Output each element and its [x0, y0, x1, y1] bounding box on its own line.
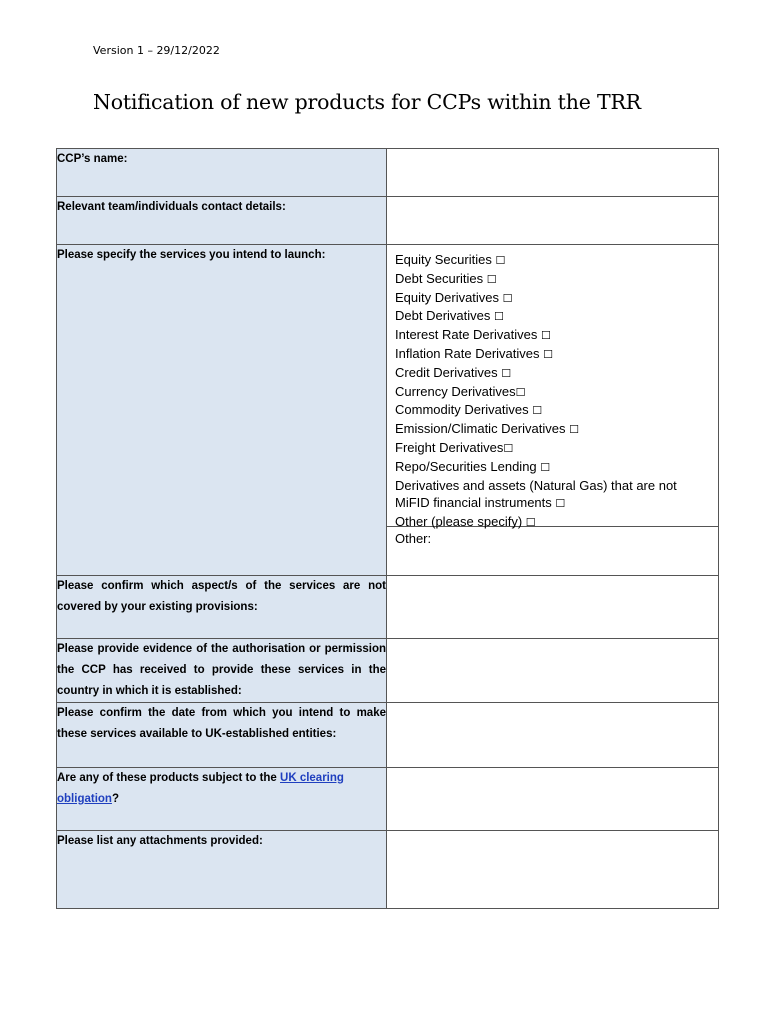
clearing-obligation-field[interactable]: [387, 768, 719, 831]
version-text: Version 1 – 29/12/2022: [93, 44, 220, 57]
services-label: Please specify the services you intend to launch:: [57, 245, 387, 576]
contact-details-label: Relevant team/individuals contact details:: [57, 197, 387, 245]
service-item: [395, 289, 710, 308]
ccp-name-label: CCP’s name:: [57, 149, 387, 197]
service-label: Other (please specify): [395, 514, 523, 530]
checkbox-icon[interactable]: ☐: [486, 272, 497, 286]
attachments-field[interactable]: [387, 831, 719, 909]
aspects-label: Please confirm which aspect/s of the services are not covered by your existing provisions:: [57, 576, 387, 639]
service-item: [395, 345, 710, 364]
services-cell: [387, 245, 719, 576]
service-label: Commodity Derivatives: [395, 402, 529, 418]
service-item: [395, 383, 710, 402]
checkbox-icon[interactable]: ☐: [502, 291, 513, 305]
service-label: Interest Rate Derivatives: [395, 327, 538, 343]
services-checklist: [387, 245, 718, 530]
service-label: Equity Derivatives: [395, 289, 500, 305]
service-label: Freight Derivatives: [395, 439, 504, 455]
service-label: Repo/Securities Lending: [395, 458, 537, 474]
service-label: Emission/Climatic Derivatives: [395, 421, 566, 437]
checkbox-icon[interactable]: ☐: [532, 404, 543, 418]
notification-form-table: [56, 148, 719, 909]
checkbox-icon[interactable]: ☐: [494, 310, 504, 324]
checkbox-icon[interactable]: ☐: [495, 254, 506, 267]
date-label: Please confirm the date from which you intend to make these services available to UK-established entities:: [57, 703, 387, 768]
service-label: Inflation Rate Derivatives: [395, 345, 540, 361]
date-field[interactable]: [387, 703, 719, 768]
checkbox-icon[interactable]: ☐: [515, 385, 526, 399]
evidence-field[interactable]: [387, 639, 719, 703]
checkbox-icon[interactable]: ☐: [501, 366, 512, 380]
aspects-field[interactable]: [387, 576, 719, 639]
ccp-name-field[interactable]: [387, 149, 719, 197]
clearing-obligation-label: Are any of these products subject to the UK clearing obligation?: [57, 768, 387, 831]
service-label: Debt Derivatives: [395, 308, 491, 324]
uk-clearing-obligation-link[interactable]: UK clearing obligation: [57, 772, 344, 805]
checkbox-icon[interactable]: ☐: [555, 497, 566, 511]
checkbox-icon[interactable]: ☐: [569, 423, 579, 437]
service-label: Currency Derivatives: [395, 383, 516, 399]
service-label: Equity Securities: [395, 252, 492, 267]
service-item: [395, 458, 710, 477]
other-field[interactable]: [387, 526, 718, 575]
service-item: [395, 401, 710, 420]
service-item: [395, 307, 710, 326]
service-item: [395, 477, 710, 495]
evidence-label: Please provide evidence of the authorisation or permission the CCP has received to provide these services in the country in which it is established:: [57, 639, 387, 703]
service-item: [395, 364, 710, 383]
checkbox-icon[interactable]: ☐: [540, 460, 551, 474]
checkbox-icon[interactable]: ☐: [503, 441, 514, 455]
service-label: Derivatives and assets (Natural Gas) that are not: [395, 477, 677, 493]
checkbox-icon[interactable]: ☐: [540, 329, 551, 343]
service-item: [395, 494, 710, 513]
checkbox-icon[interactable]: ☐: [525, 516, 536, 530]
service-item: [395, 326, 710, 345]
contact-details-field[interactable]: [387, 197, 719, 245]
service-item: [395, 439, 710, 458]
service-item: [395, 251, 710, 270]
service-label: Debt Securities: [395, 270, 484, 286]
page-title: Notification of new products for CCPs within the TRR: [93, 90, 641, 114]
service-label: Credit Derivatives: [395, 364, 498, 380]
service-item: [395, 420, 710, 439]
other-label: Other:: [395, 531, 432, 546]
service-item: [395, 270, 710, 289]
service-label: MiFID financial instruments: [395, 495, 552, 511]
checkbox-icon[interactable]: ☐: [543, 347, 554, 361]
attachments-label: Please list any attachments provided:: [57, 831, 387, 909]
